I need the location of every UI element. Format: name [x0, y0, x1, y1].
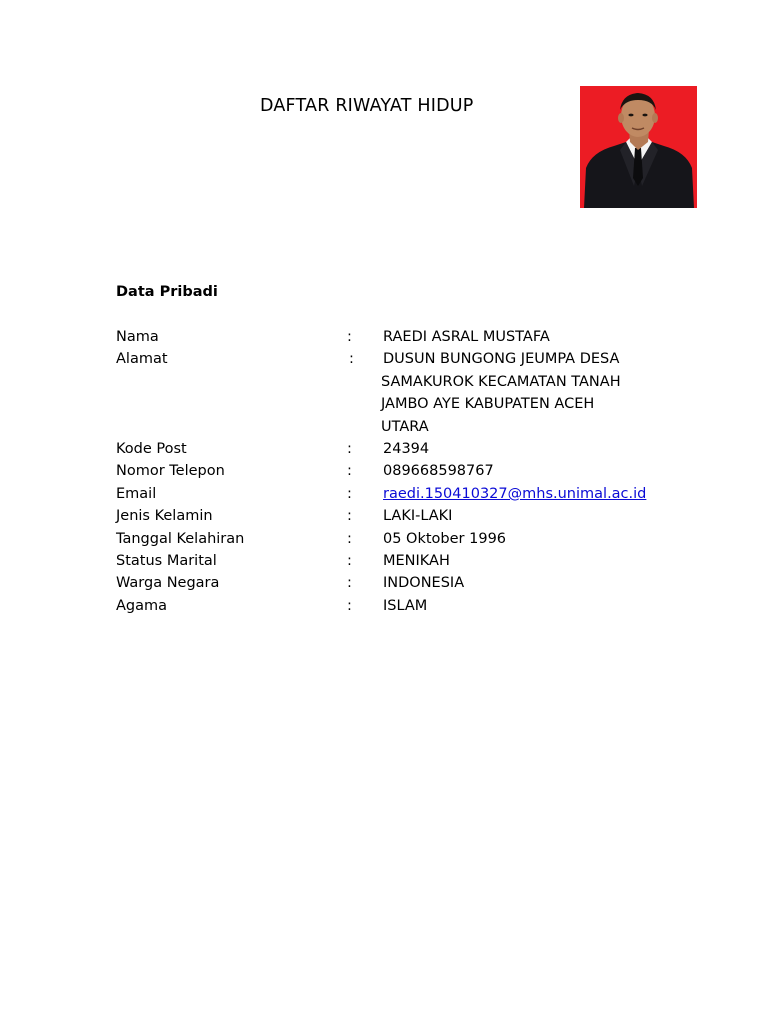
- personal-data-list: [0, 326, 768, 617]
- field-row-status-marital: [0, 550, 768, 572]
- field-label-nomor-telepon: Nomor Telepon: [116, 463, 225, 480]
- field-value-alamat: [381, 348, 768, 438]
- field-separator: :: [347, 530, 352, 547]
- field-row-alamat: [0, 348, 768, 438]
- field-separator: :: [347, 441, 352, 458]
- field-separator: :: [347, 553, 352, 570]
- field-label-agama: Agama: [116, 597, 168, 614]
- document-title: DAFTAR RIWAYAT HIDUP: [260, 96, 474, 116]
- field-value-nomor-telepon: 089668598767: [383, 463, 494, 480]
- field-separator: :: [347, 329, 352, 345]
- field-label-email: Email: [116, 485, 157, 502]
- field-label-nama: Nama: [116, 329, 159, 345]
- address-line-2: SAMAKUROK KECAMATAN TANAH: [381, 373, 621, 390]
- address-line-4: UTARA: [381, 418, 429, 435]
- field-label-alamat: Alamat: [116, 351, 168, 368]
- address-line-1: DUSUN BUNGONG JEUMPA DESA: [383, 351, 620, 368]
- address-line-3: JAMBO AYE KABUPATEN ACEH: [381, 396, 595, 413]
- profile-photo-illustration: [580, 86, 697, 208]
- field-separator: :: [347, 597, 352, 614]
- field-row-nomor-telepon: [0, 460, 768, 482]
- field-row-nama: [0, 326, 768, 348]
- section-heading-data-pribadi: Data Pribadi: [116, 284, 218, 300]
- field-value-status-marital: MENIKAH: [383, 553, 450, 570]
- email-link[interactable]: raedi.150410327@mhs.unimal.ac.id: [383, 485, 647, 502]
- field-row-warga-negara: [0, 572, 768, 594]
- field-row-tanggal-kelahiran: [0, 528, 768, 550]
- field-value-warga-negara: INDONESIA: [383, 575, 465, 592]
- field-row-kode-post: [0, 438, 768, 460]
- field-value-jenis-kelamin: LAKI-LAKI: [383, 508, 453, 525]
- field-label-status-marital: Status Marital: [116, 553, 217, 570]
- field-label-tanggal-kelahiran: Tanggal Kelahiran: [116, 530, 245, 547]
- field-separator: :: [347, 485, 352, 502]
- field-row-jenis-kelamin: [0, 505, 768, 527]
- field-value-agama: ISLAM: [383, 597, 428, 614]
- profile-photo: [580, 86, 697, 208]
- field-row-agama: [0, 595, 768, 617]
- field-label-warga-negara: Warga Negara: [116, 575, 220, 592]
- field-value-tanggal-kelahiran: 05 Oktober 1996: [383, 530, 507, 547]
- field-value-email: [383, 483, 768, 505]
- field-value-kode-post: 24394: [383, 441, 430, 458]
- field-separator: :: [347, 575, 352, 592]
- field-separator: :: [347, 463, 352, 480]
- field-label-kode-post: Kode Post: [116, 441, 187, 458]
- field-separator: :: [347, 508, 352, 525]
- field-separator: :: [349, 351, 354, 368]
- field-value-nama: RAEDI ASRAL MUSTAFA: [383, 329, 550, 345]
- field-label-jenis-kelamin: Jenis Kelamin: [116, 508, 213, 525]
- field-row-email: [0, 483, 768, 505]
